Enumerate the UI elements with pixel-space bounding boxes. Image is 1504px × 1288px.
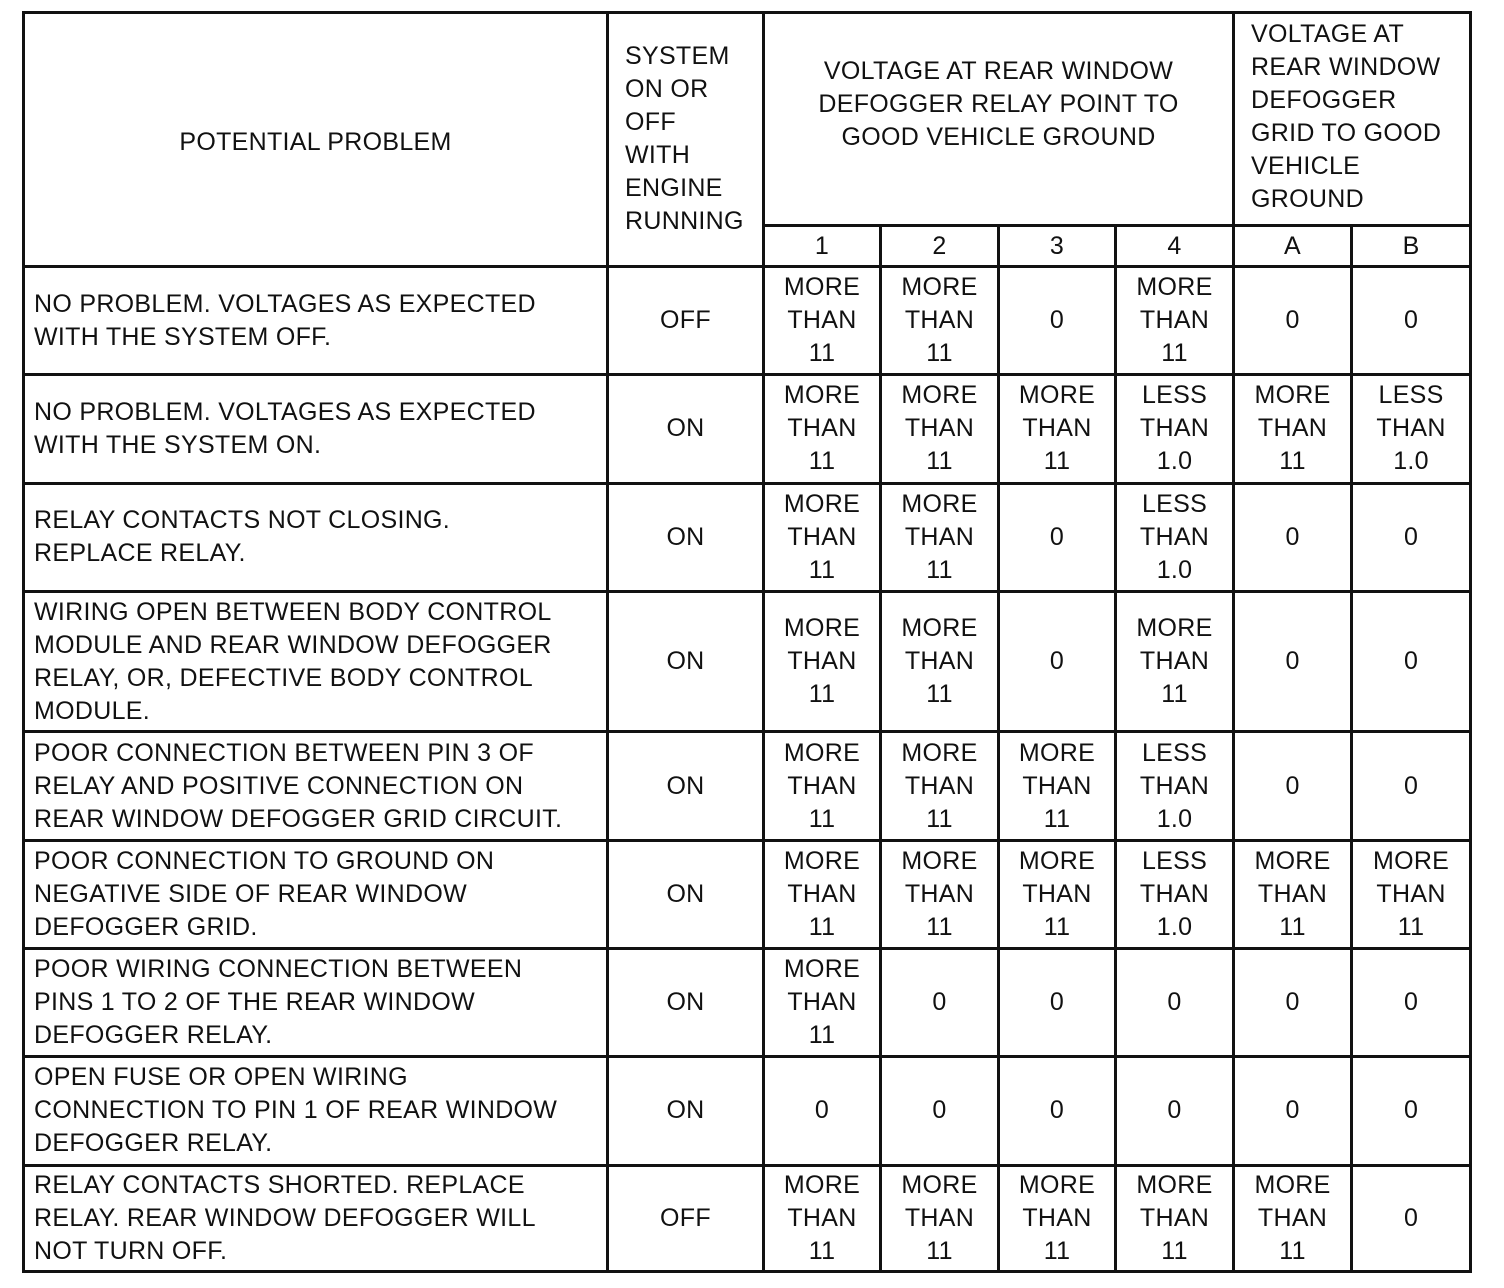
grid-point-b-value: 0: [1352, 591, 1471, 731]
relay-point-4-value: LESS THAN 1.0: [1116, 483, 1234, 591]
grid-point-a-value: MORE THAN 11: [1234, 375, 1352, 483]
relay-point-4-value: LESS THAN 1.0: [1116, 732, 1234, 840]
relay-point-1-value: MORE THAN 11: [764, 1165, 881, 1271]
table-row: [24, 375, 1471, 483]
header-row-main: [24, 13, 1471, 226]
relay-point-4-value: MORE THAN 11: [1116, 267, 1234, 375]
system-state-cell: ON: [608, 591, 764, 731]
relay-point-3-value: MORE THAN 11: [999, 1165, 1116, 1271]
relay-point-2-value: MORE THAN 11: [881, 840, 999, 948]
relay-point-2-value: MORE THAN 11: [881, 375, 999, 483]
problem-cell: POOR CONNECTION TO GROUND ON NEGATIVE SIDE OF REAR WINDOW DEFOGGER GRID.: [24, 840, 608, 948]
relay-point-3-value: 0: [999, 483, 1116, 591]
grid-point-a-value: 0: [1234, 948, 1352, 1056]
table-row: [24, 267, 1471, 375]
problem-cell: POOR WIRING CONNECTION BETWEEN PINS 1 TO 2 OF THE REAR WINDOW DEFOGGER RELAY.: [24, 948, 608, 1056]
system-state-cell: ON: [608, 375, 764, 483]
grid-point-b-value: 0: [1352, 267, 1471, 375]
table-row: [24, 948, 1471, 1056]
grid-point-b-value: MORE THAN 11: [1352, 840, 1471, 948]
relay-point-1-value: MORE THAN 11: [764, 483, 881, 591]
relay-point-4-value: LESS THAN 1.0: [1116, 840, 1234, 948]
table-row: [24, 591, 1471, 731]
relay-point-2-header: 2: [881, 226, 999, 267]
relay-point-2-value: MORE THAN 11: [881, 1165, 999, 1271]
grid-point-b-value: 0: [1352, 732, 1471, 840]
grid-point-b-header: B: [1352, 226, 1471, 267]
grid-point-a-value: MORE THAN 11: [1234, 1165, 1352, 1271]
system-state-header: SYSTEM ON OR OFF WITH ENGINE RUNNING: [608, 13, 764, 267]
grid-point-a-value: 0: [1234, 591, 1352, 731]
relay-point-1-value: MORE THAN 11: [764, 591, 881, 731]
relay-point-1-value: MORE THAN 11: [764, 840, 881, 948]
relay-point-1-value: MORE THAN 11: [764, 375, 881, 483]
defogger-diagnostic-table: [22, 11, 1472, 1273]
problem-cell: NO PROBLEM. VOLTAGES AS EXPECTED WITH THE SYSTEM ON.: [24, 375, 608, 483]
grid-point-a-header: A: [1234, 226, 1352, 267]
grid-point-a-value: 0: [1234, 732, 1352, 840]
table-row: [24, 1165, 1471, 1271]
table-row: [24, 732, 1471, 840]
relay-point-2-value: 0: [881, 948, 999, 1056]
relay-point-4-value: 0: [1116, 1057, 1234, 1165]
relay-point-4-value: MORE THAN 11: [1116, 591, 1234, 731]
grid-point-b-value: LESS THAN 1.0: [1352, 375, 1471, 483]
relay-point-3-value: MORE THAN 11: [999, 732, 1116, 840]
problem-cell: POOR CONNECTION BETWEEN PIN 3 OF RELAY AND POSITIVE CONNECTION ON REAR WINDOW DEFOGGER GRID CIRCUIT.: [24, 732, 608, 840]
system-state-cell: ON: [608, 840, 764, 948]
relay-point-1-value: 0: [764, 1057, 881, 1165]
system-state-cell: OFF: [608, 1165, 764, 1271]
relay-point-1-header: 1: [764, 226, 881, 267]
relay-point-3-value: 0: [999, 1057, 1116, 1165]
table-row: [24, 1057, 1471, 1165]
relay-point-3-header: 3: [999, 226, 1116, 267]
relay-point-2-value: 0: [881, 1057, 999, 1165]
grid-point-b-value: 0: [1352, 948, 1471, 1056]
relay-point-2-value: MORE THAN 11: [881, 483, 999, 591]
grid-point-b-value: 0: [1352, 483, 1471, 591]
relay-point-1-value: MORE THAN 11: [764, 732, 881, 840]
problem-cell: OPEN FUSE OR OPEN WIRING CONNECTION TO PIN 1 OF REAR WINDOW DEFOGGER RELAY.: [24, 1057, 608, 1165]
problem-cell: RELAY CONTACTS NOT CLOSING. REPLACE RELAY.: [24, 483, 608, 591]
grid-point-a-value: 0: [1234, 267, 1352, 375]
grid-point-a-value: MORE THAN 11: [1234, 840, 1352, 948]
relay-point-3-value: 0: [999, 591, 1116, 731]
relay-point-4-value: 0: [1116, 948, 1234, 1056]
relay-point-1-value: MORE THAN 11: [764, 948, 881, 1056]
relay-point-2-value: MORE THAN 11: [881, 732, 999, 840]
grid-point-b-value: 0: [1352, 1057, 1471, 1165]
system-state-cell: ON: [608, 483, 764, 591]
relay-point-4-header: 4: [1116, 226, 1234, 267]
system-state-cell: ON: [608, 948, 764, 1056]
problem-cell: WIRING OPEN BETWEEN BODY CONTROL MODULE AND REAR WINDOW DEFOGGER RELAY, OR, DEFECTIVE BODY CONTROL MODULE.: [24, 591, 608, 731]
grid-voltage-header: VOLTAGE AT REAR WINDOW DEFOGGER GRID TO GOOD VEHICLE GROUND: [1234, 13, 1471, 226]
potential-problem-header: POTENTIAL PROBLEM: [24, 13, 608, 267]
relay-point-3-value: MORE THAN 11: [999, 375, 1116, 483]
diagnostic-table-wrapper: [22, 11, 1469, 1273]
relay-point-4-value: MORE THAN 11: [1116, 1165, 1234, 1271]
relay-voltage-header: VOLTAGE AT REAR WINDOW DEFOGGER RELAY POINT TO GOOD VEHICLE GROUND: [764, 13, 1234, 226]
problem-cell: RELAY CONTACTS SHORTED. REPLACE RELAY. REAR WINDOW DEFOGGER WILL NOT TURN OFF.: [24, 1165, 608, 1271]
grid-point-b-value: 0: [1352, 1165, 1471, 1271]
system-state-cell: ON: [608, 732, 764, 840]
relay-point-3-value: 0: [999, 267, 1116, 375]
system-state-cell: OFF: [608, 267, 764, 375]
system-state-cell: ON: [608, 1057, 764, 1165]
problem-cell: NO PROBLEM. VOLTAGES AS EXPECTED WITH THE SYSTEM OFF.: [24, 267, 608, 375]
relay-point-3-value: 0: [999, 948, 1116, 1056]
relay-point-1-value: MORE THAN 11: [764, 267, 881, 375]
table-row: [24, 840, 1471, 948]
grid-point-a-value: 0: [1234, 483, 1352, 591]
relay-point-2-value: MORE THAN 11: [881, 591, 999, 731]
relay-point-2-value: MORE THAN 11: [881, 267, 999, 375]
grid-point-a-value: 0: [1234, 1057, 1352, 1165]
relay-point-3-value: MORE THAN 11: [999, 840, 1116, 948]
relay-point-4-value: LESS THAN 1.0: [1116, 375, 1234, 483]
table-row: [24, 483, 1471, 591]
